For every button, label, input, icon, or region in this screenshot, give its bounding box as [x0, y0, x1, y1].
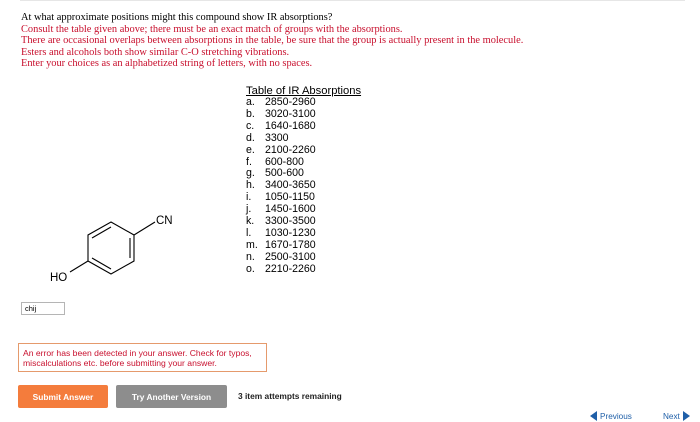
instruction-line: Consult the table given above; there must be an exact match of groups with the absorptions.: [21, 23, 403, 35]
ir-row-range: 1050-1150: [265, 191, 315, 204]
ir-row-letter: i.: [246, 191, 252, 204]
ir-row-range: 1450-1600: [265, 203, 316, 216]
ir-row-range: 3400-3650: [265, 179, 316, 192]
ir-row-letter: o.: [246, 262, 255, 275]
ir-row-range: 2500-3100: [265, 250, 316, 263]
ir-row-range: 3300-3500: [265, 215, 316, 228]
next-label: Next: [663, 411, 680, 421]
ir-row-letter: a.: [246, 96, 255, 108]
ir-row-letter: b.: [246, 107, 255, 120]
ir-row-range: 1670-1780: [265, 238, 316, 251]
ir-row-letter: h.: [246, 179, 255, 192]
answer-input[interactable]: [21, 302, 65, 315]
next-link[interactable]: [663, 411, 690, 421]
error-line: An error has been detected in your answer. Check for typos,: [23, 348, 252, 358]
ir-table-title: Table of IR Absorptions: [246, 85, 362, 97]
ir-row-range: 3300: [265, 131, 289, 144]
previous-link[interactable]: [590, 411, 632, 421]
ir-row-letter: d.: [246, 131, 255, 144]
molecule-structure: [40, 205, 200, 285]
ir-row-letter: m.: [246, 238, 258, 251]
question-text: [21, 12, 681, 70]
ir-row-letter: g.: [246, 167, 255, 180]
try-another-version-button[interactable]: Try Another Version: [116, 385, 227, 408]
benzene-ring: [70, 222, 155, 274]
ho-label: HO: [50, 272, 68, 284]
submit-answer-button[interactable]: Submit Answer: [18, 385, 108, 408]
instruction-line: Enter your choices as an alphabetized string of letters, with no spaces.: [21, 58, 313, 70]
ir-row: [246, 121, 361, 133]
ir-row-range: 2210-2260: [265, 262, 316, 275]
instruction-line: Esters and alcohols both show similar C-O stretching vibrations.: [21, 46, 290, 58]
previous-label: Previous: [600, 411, 632, 421]
ir-row-letter: e.: [246, 143, 255, 156]
cn-label: CN: [156, 215, 173, 227]
ir-row-letter: c.: [246, 119, 255, 132]
question-prompt: At what approximate positions might this compound show IR absorptions?: [21, 12, 333, 23]
ir-row-range: 3020-3100: [265, 107, 316, 120]
ir-row-letter: n.: [246, 250, 255, 263]
ir-row-range: 500-600: [265, 167, 304, 180]
bond-to-ho: [70, 261, 88, 272]
chevron-right-icon: [682, 411, 690, 421]
attempts-remaining-text: 3 item attempts remaining: [238, 391, 342, 401]
ir-row-range: 1640-1680: [265, 119, 316, 132]
error-message-box: [18, 343, 267, 372]
ir-row-letter: l.: [246, 226, 252, 239]
ir-row-letter: j.: [246, 203, 252, 216]
ir-row-range: 600-800: [265, 155, 304, 168]
ir-absorption-table: [246, 85, 361, 276]
ir-row-letter: k.: [246, 215, 255, 228]
ir-row-range: 1030-1230: [265, 226, 316, 239]
error-line: miscalculations etc. before submitting your answer.: [23, 358, 217, 368]
ir-row-letter: f.: [246, 155, 252, 168]
instruction-line: There are occasional overlaps between absorptions in the table, be sure that the group is actually present in the molecule.: [21, 35, 524, 47]
chevron-left-icon: [590, 411, 598, 421]
ir-row: [246, 264, 361, 276]
bond-to-cn: [134, 222, 155, 235]
ir-row-range: 2850-2960: [265, 96, 316, 108]
top-divider: [20, 0, 685, 1]
ir-row-range: 2100-2260: [265, 143, 316, 156]
